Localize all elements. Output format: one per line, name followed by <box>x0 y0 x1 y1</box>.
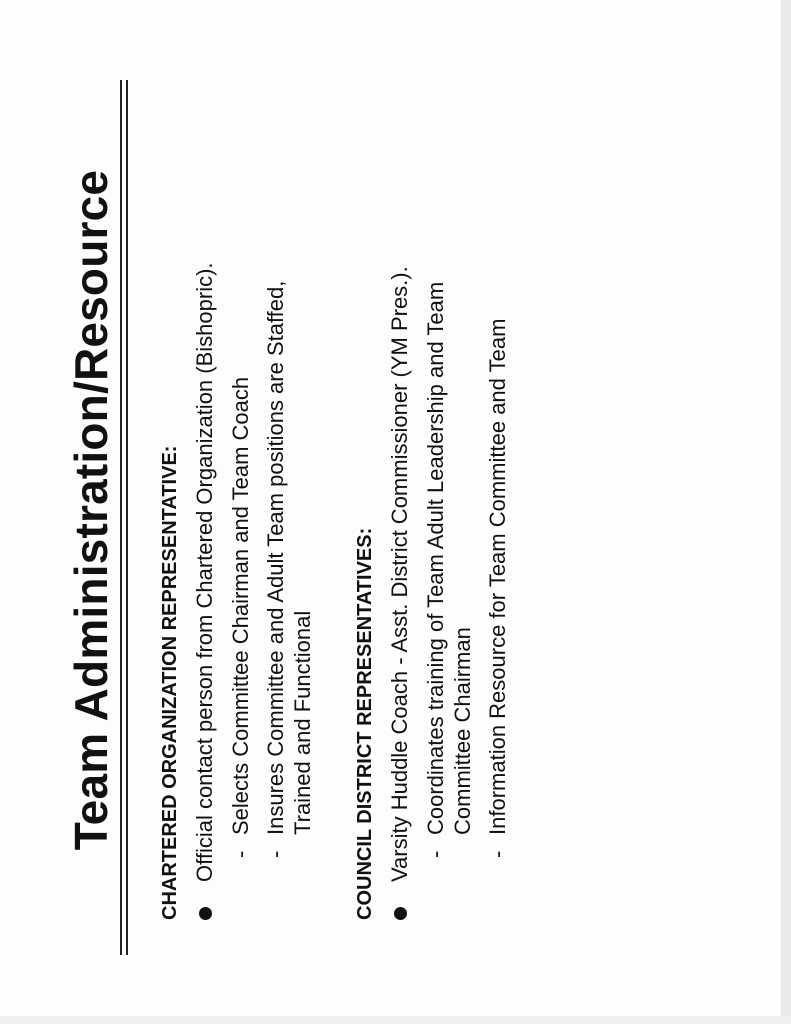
sub-item <box>422 275 476 920</box>
dash-icon: - <box>485 850 510 858</box>
sub-item-text: Selects Committee Chairman and Team Coach <box>228 376 253 835</box>
bullet-item <box>386 60 414 920</box>
page-title: Team Administration/Resource <box>65 169 117 851</box>
dash-icon: - <box>263 850 288 858</box>
sub-item <box>262 275 316 920</box>
sub-item-text: Insures Committee and Adult Team positions are Staffed, Trained and Functional <box>263 280 315 835</box>
bullet-icon <box>199 907 212 920</box>
section-heading: COUNCIL DISTRICT REPRESENTATIVES: <box>354 527 376 920</box>
sub-item-text: Information Resource for Team Committee and Team <box>485 318 510 835</box>
bullet-text: Official contact person from Chartered Organization (Bishopric). <box>192 262 217 882</box>
sub-item-text: Coordinates training of Team Adult Leadership and Team Committee Chairman <box>423 281 475 835</box>
title-rule <box>126 80 128 955</box>
sub-item <box>484 275 511 920</box>
page-edge-shadow <box>781 0 791 1024</box>
slide-content <box>145 60 511 920</box>
bullet-icon <box>394 907 407 920</box>
page-bottom-shadow <box>0 1016 791 1024</box>
bullet-text: Varsity Huddle Coach - Asst. District Commissioner (YM Pres.). <box>387 266 412 882</box>
title-rule <box>120 80 122 955</box>
dash-icon: - <box>228 850 253 858</box>
sub-item <box>227 275 254 920</box>
dash-icon: - <box>423 850 448 858</box>
section-heading: CHARTERED ORGANIZATION REPRESENTATIVE: <box>159 445 181 920</box>
bullet-item <box>191 60 219 920</box>
rotated-slide <box>45 40 745 980</box>
